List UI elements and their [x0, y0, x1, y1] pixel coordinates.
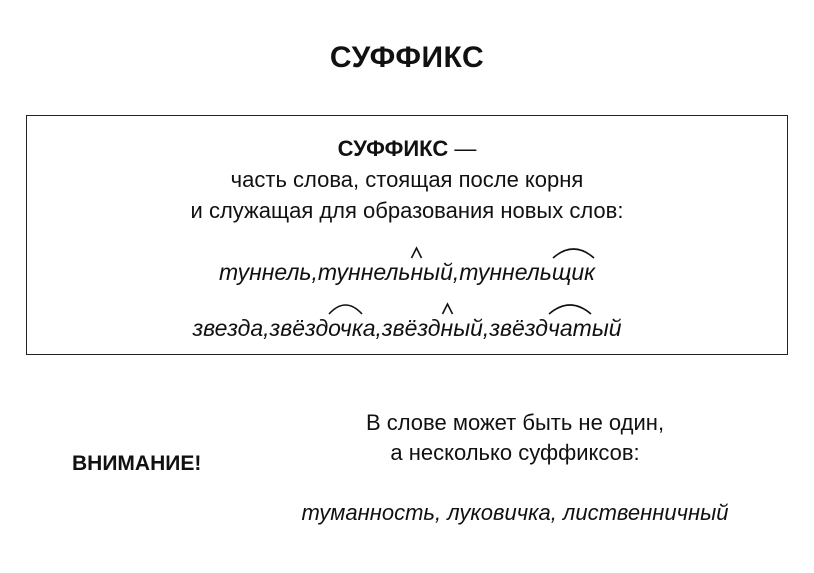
attention-label: ВНИМАНИЕ!: [72, 452, 202, 475]
suffix-caret-mark: [410, 246, 423, 260]
example-word: [382, 315, 489, 342]
example-word: [318, 259, 459, 286]
word-stem: звёзд: [381, 315, 441, 341]
word-base: звезда: [192, 315, 264, 341]
definition-box: [26, 115, 788, 355]
note-line-1: В слове может быть не один,: [365, 410, 665, 435]
word-ending: ый: [591, 315, 622, 341]
page-title: СУФФИКС: [329, 41, 485, 74]
suffix-arc-mark: [328, 302, 363, 316]
word-suffix: очк: [328, 315, 363, 342]
word-suffix: н: [410, 259, 423, 286]
word-stem: звёзд: [489, 315, 548, 341]
word-suffix: чат: [548, 315, 592, 342]
word-stem: туннель: [459, 259, 552, 285]
word-ending: ый,: [453, 315, 490, 341]
word-suffix: н: [441, 315, 454, 342]
definition-dash: —: [448, 136, 477, 161]
example-word: [459, 259, 595, 286]
example-word: [489, 315, 621, 342]
example-row-tunnel: [27, 259, 787, 286]
word-suffix: щик: [552, 259, 595, 286]
word-ending: а,: [362, 315, 382, 341]
word-ending: ,: [263, 315, 270, 341]
word-base: туннель: [218, 259, 312, 285]
definition-term-line: [27, 136, 787, 162]
word-ending: ый,: [423, 259, 460, 285]
suffix-arc-mark: [548, 302, 592, 316]
example-word: [270, 315, 382, 342]
example-word: [219, 259, 318, 286]
definition-line-2: и служащая для образования новых слов:: [190, 198, 624, 223]
note-line-2: а несколько суффиксов:: [390, 440, 640, 465]
example-row-star: [27, 315, 787, 342]
multi-suffix-example: туманность, луковичка, лиственничный: [301, 500, 729, 525]
word-stem: туннель: [317, 259, 411, 285]
word-ending: ,: [311, 259, 318, 285]
suffix-arc-mark: [552, 246, 595, 260]
definition-line-1: часть слова, стоящая после корня: [230, 167, 584, 192]
note-block: [270, 408, 760, 528]
example-word: [192, 315, 269, 342]
suffix-caret-mark: [441, 302, 454, 316]
definition-term: СУФФИКС: [337, 136, 449, 161]
word-stem: звёзд: [269, 315, 329, 341]
